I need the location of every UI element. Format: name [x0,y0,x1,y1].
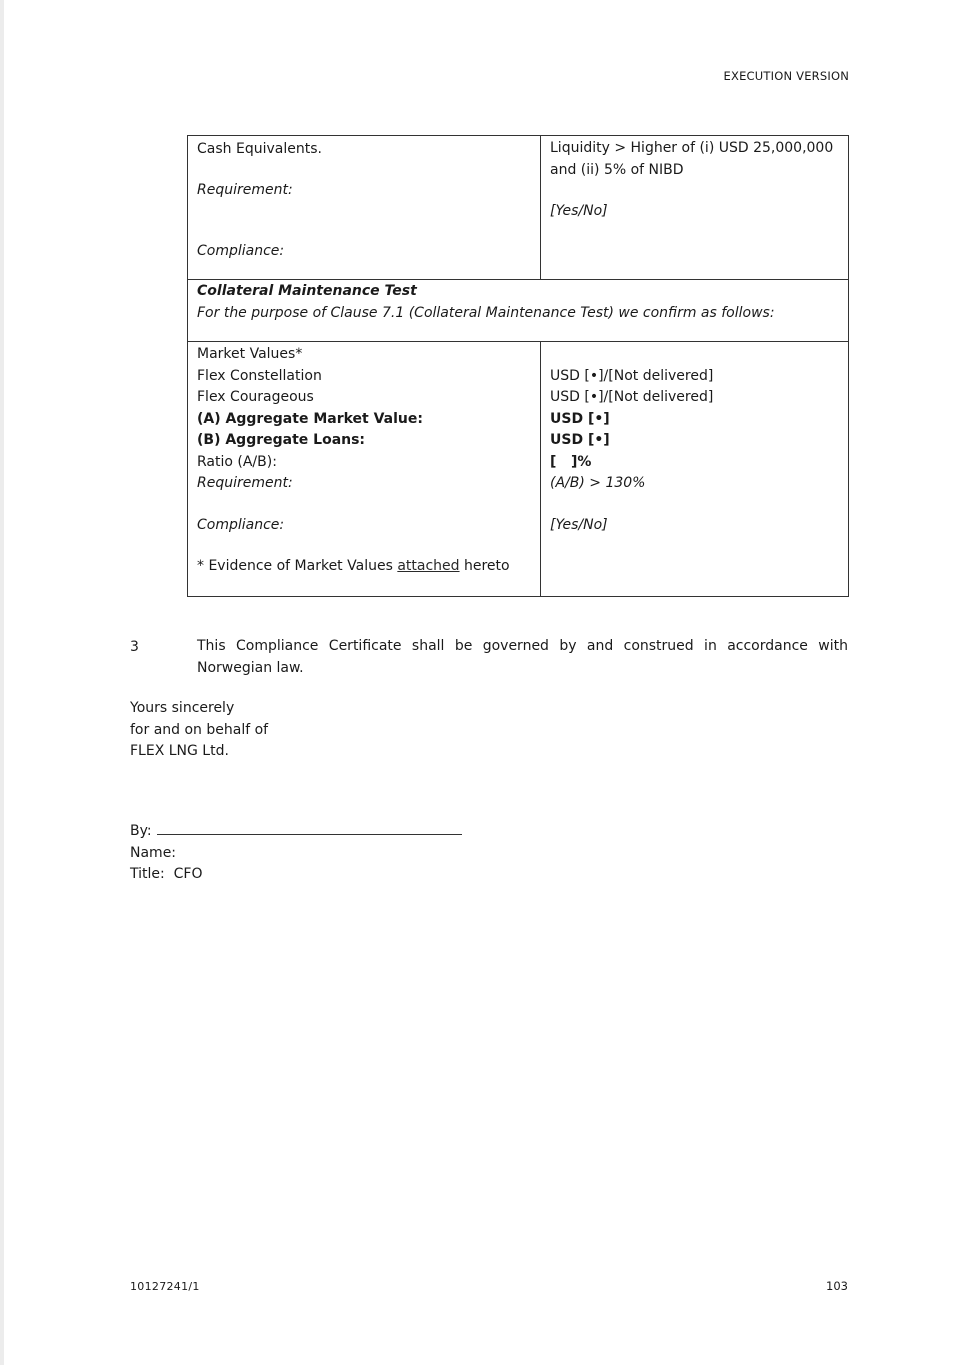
spacer [550,181,840,201]
closing-line-2: for and on behalf of [130,721,269,738]
title-row [130,864,462,886]
compliance-table [187,135,849,597]
liquidity-right-cell [541,136,848,279]
collateral-header-row [188,279,848,341]
market-compliance-label: Compliance: [197,516,285,533]
spacer [550,495,840,515]
closing-company: FLEX LNG Ltd. [130,743,229,759]
spacer [197,495,532,515]
clause-number: 3 [130,639,139,655]
signature-line[interactable] [157,822,462,835]
ratio-value: [ ]% [550,453,592,470]
liquidity-requirement-label: Requirement: [197,181,293,198]
by-row [130,821,462,843]
collateral-header-cell [188,280,848,341]
spacer [197,201,532,241]
ratio-label: Ratio (A/B): [197,453,277,470]
clause-text: This Compliance Certificate shall be governed by and construed in accordance with Norwegian law. [197,638,848,676]
evidence-suffix: hereto [459,558,510,574]
market-values-right-cell [541,342,848,596]
closing-block [130,698,268,763]
liquidity-requirement-value: Liquidity > Higher of (i) USD 25,000,000 and (ii) 5% of NIBD [550,140,834,178]
vessel2-value: USD [•]/[Not delivered] [550,389,714,405]
vessel2-label: Flex Courageous [197,389,314,405]
vessel1-value: USD [•]/[Not delivered] [550,367,714,384]
page-number: 103 [826,1279,848,1293]
collateral-purpose: For the purpose of Clause 7.1 (Collateral Maintenance Test) we confirm as follows: [197,304,775,321]
closing-line-1: Yours sincerely [130,700,235,716]
liquidity-left-cell [188,136,541,279]
market-requirement-label: Requirement: [197,475,293,491]
spacer [197,161,532,180]
spacer [550,344,840,366]
title-label: Title: [130,866,165,882]
aggregate-market-value-label: (A) Aggregate Market Value: [197,410,423,427]
attached-link[interactable]: attached [397,558,460,574]
aggregate-loans-value: USD [•] [550,432,610,448]
market-values-left-cell [188,342,541,596]
document-reference: 10127241/1 [130,1280,200,1293]
aggregate-market-value: USD [•] [550,410,610,427]
signature-block [130,821,462,886]
title-value: CFO [173,866,203,882]
market-requirement-value: (A/B) > 130% [550,475,646,491]
evidence-note [197,556,532,578]
evidence-prefix: * Evidence of Market Values [197,558,398,574]
spacer [197,536,532,556]
collateral-title: Collateral Maintenance Test [197,283,417,299]
market-values-row [188,341,848,596]
by-label: By: [130,823,152,839]
aggregate-loans-label: (B) Aggregate Loans: [197,432,366,448]
name-label: Name: [130,844,177,861]
liquidity-row [188,136,848,279]
market-values-heading: Market Values* [197,346,303,362]
liquidity-compliance-label: Compliance: [197,243,285,259]
vessel1-label: Flex Constellation [197,367,322,384]
execution-version-label: EXECUTION VERSION [723,69,849,83]
market-compliance-value: [Yes/No] [550,516,608,533]
liquidity-compliance-value: [Yes/No] [550,203,608,219]
cash-equivalents-label: Cash Equivalents. [197,141,322,157]
scan-edge [0,0,4,1365]
